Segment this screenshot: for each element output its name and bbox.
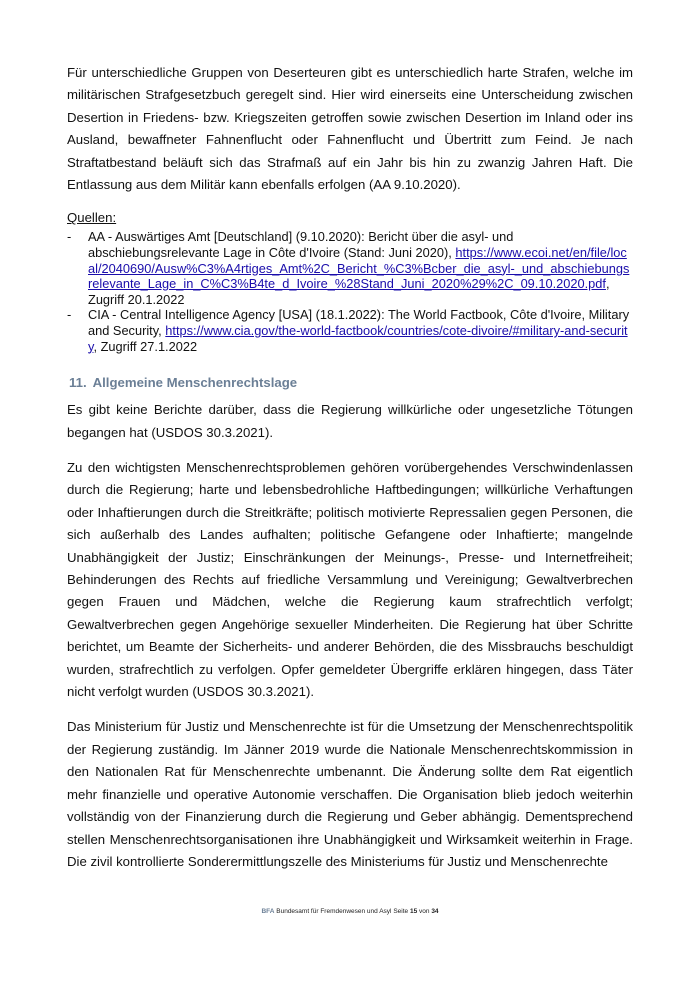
source-link[interactable]: https://www.ecoi.net/en/file/local/2040690/Ausw%C3%A4rtiges_Amt%2C_Bericht_%C3%Bcber_die_asyl-_und_abschiebungsrelevante_Lage_in_C%C3%B4te_d_Ivoire_%28Stand_Juni_2020%29%2C_09.10.2020.pdf (88, 245, 630, 292)
list-dash: - (67, 307, 72, 323)
section-heading (67, 373, 633, 393)
sources-list (67, 229, 633, 354)
paragraph-human-rights-problems: Zu den wichtigsten Menschenrechtsproblemen gehören vorübergehendes Verschwindenlassen durch die Regierung; harte und lebensbedrohliche Haftbedingungen; willkürliche Verhaftungen oder Inhaftierungen durch die Streitkräfte; politisch motivierte Repressalien gegen Personen, die sich außerhalb des Landes aufhalten; politische Gefangene oder Inhaftierte; mangelnde Unabhängigkeit der Justiz; Einschränkungen der Meinungs-, Presse- und Internetfreiheit; Behinderungen des Rechts auf friedliche Versammlung und Vereinigung; Gewaltverbrechen gegen Frauen und Mädchen, welche die Regierung kaum strafrechtlich verfolgt; Gewaltverbrechen gegen Angehörige sexueller Minderheiten. Die Regierung hat über Schritte berichtet, um Beamte der Sicherheits- und anderer Behörden, die des Missbrauchs beschuldigt wurden, strafrechtlich zu verfolgen. Opfer gemeldeter Übergriffe erklären hingegen, dass Täter nicht verfolgt wurden (USDOS 30.3.2021). (67, 460, 633, 700)
paragraph-desertion: Für unterschiedliche Gruppen von Deserteuren gibt es unterschiedlich harte Strafen, welche im militärischen Strafgesetzbuch geregelt sind. Hier wird einerseits eine Unterscheidung zwischen Desertion in Friedens- bzw. Kriegszeiten getroffen sowie zwischen Desertion im Inland oder ins Ausland, bewaffneter Fahnenflucht oder Fahnenflucht und Übertritt zum Feind. Je nach Straftatbestand beläuft sich das Strafmaß auf ein Jahr bis hin zu zwanzig Jahren Haft. Die Entlassung aus dem Militär kann ebenfalls erfolgen (AA 9.10.2020). (67, 65, 633, 193)
page-footer (0, 908, 700, 915)
source-access-date: , Zugriff 27.1.2022 (93, 338, 198, 354)
source-item (67, 307, 633, 354)
footer-org: Bundesamt für Fremdenwesen und Asyl (276, 908, 392, 915)
bfa-logo: BFA (261, 908, 275, 915)
source-text: CIA - Central Intelligence Agency [USA] (18.1.2022): The World Factbook, Côte d'Ivoire, Military and Security, (88, 307, 630, 338)
source-item (67, 229, 633, 307)
footer-page-current: 15 (409, 908, 418, 915)
footer-page-total: 34 (431, 908, 439, 915)
footer-page-of: von (419, 908, 430, 915)
paragraph-killings: Es gibt keine Berichte darüber, dass die Regierung willkürliche oder ungesetzliche Tötungen begangen hat (USDOS 30.3.2021). (67, 402, 633, 440)
sources-title: Quellen: (67, 210, 117, 226)
footer-page-label: Seite (393, 908, 409, 915)
page-content (67, 62, 633, 886)
section-number: 11. (69, 375, 87, 391)
section-title: Allgemeine Menschenrechtslage (92, 375, 298, 391)
source-access-date: , Zugriff 20.1.2022 (88, 276, 610, 307)
list-dash: - (67, 229, 72, 245)
paragraph-ministry: Das Ministerium für Justiz und Menschenrechte ist für die Umsetzung der Menschenrechtspolitik der Regierung zuständig. Im Jänner 2019 wurde die Nationale Menschenrechtskommission in den Nationalen Rat für Menschenrechte umbenannt. Die Änderung sollte dem Rat eigentlich mehr finanzielle und operative Autonomie verschaffen. Die Organisation blieb jedoch weiterhin vollständig von der Finanzierung durch die Regierung und Geber abhängig. Dementsprechend stellen Menschenrechtsorganisationen ihre Unabhängigkeit und Wirksamkeit weiterhin in Frage. Die zivil kontrollierte Sonderermittlungszelle des Ministeriums für Justiz und Menschenrechte (67, 719, 633, 869)
source-text: AA - Auswärtiges Amt [Deutschland] (9.10.2020): Bericht über die asyl- und abschiebungsrelevante Lage in Côte d'Ivoire (Stand: Juni 2020), (88, 229, 514, 261)
source-link[interactable]: https://www.cia.gov/the-world-factbook/countries/cote-divoire/#military-and-security (88, 323, 628, 354)
